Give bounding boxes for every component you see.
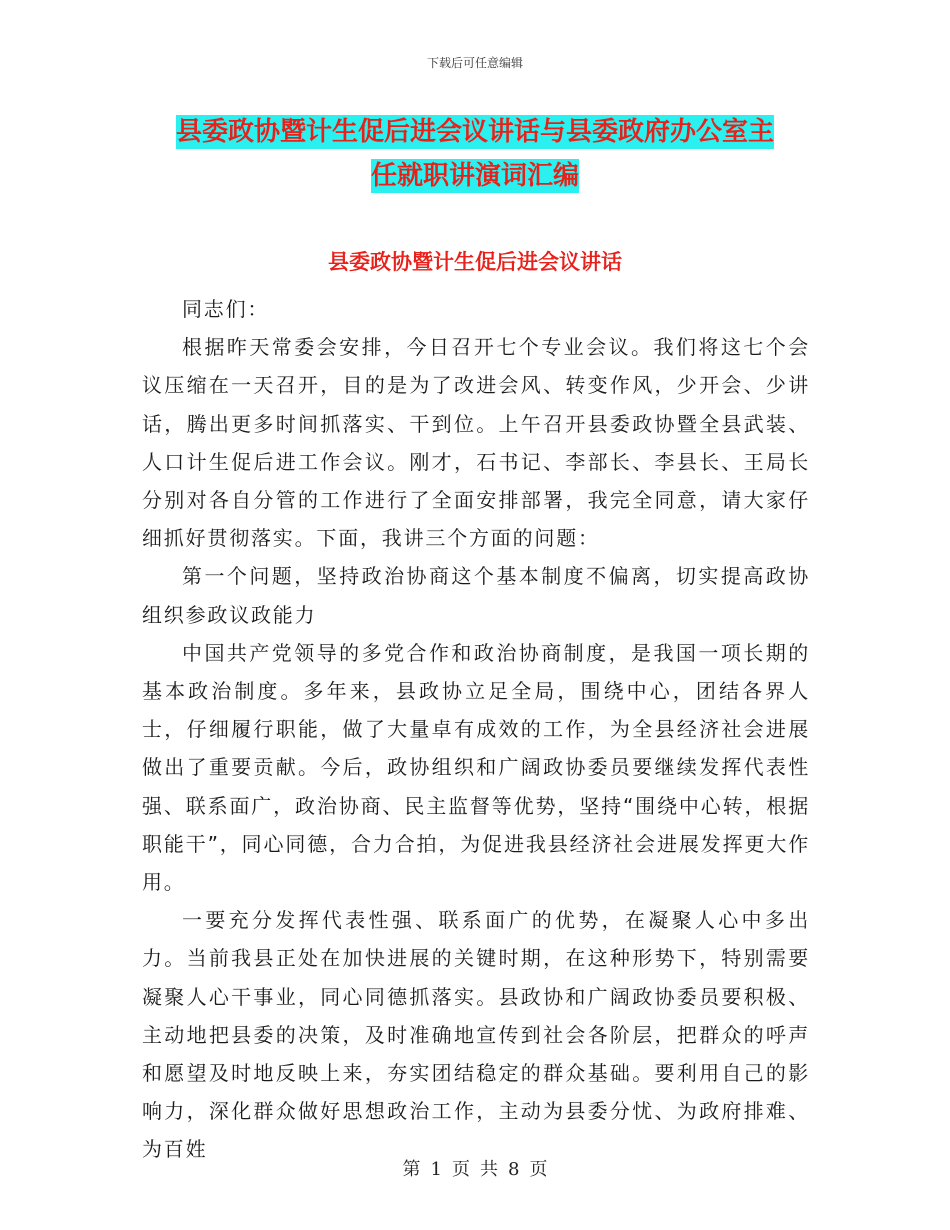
- paragraph: 一要充分发挥代表性强、联系面广的优势，在凝聚人心中多出力。当前我县正处在加快进展的关键时期，在这种形势下，特别需要凝聚人心干事业，同心同德抓落实。县政协和广阔政协委员要积极、主动地把县委的决策，及时准确地宣传到社会各阶层，把群众的呼声和愿望及时地反映上来，夯实团结稳定的群众基础。要利用自己的影响力，深化群众做好思想政治工作，主动为县委分忧、为政府排难、为百姓: [142, 908, 810, 1162]
- paragraph-salutation: 同志们：: [182, 297, 270, 321]
- title-line-1: 县委政协暨计生促后进会议讲话与县委政府办公室主: [175, 117, 774, 147]
- total-page-number: 8: [508, 1159, 520, 1180]
- section-title: 县委政协暨计生促后进会议讲话: [328, 250, 622, 274]
- page-footer: [0, 1155, 950, 1181]
- paragraph: 中国共产党领导的多党合作和政治协商制度，是我国一项长期的基本政治制度。多年来，县政协立足全局，围绕中心，团结各界人士，仔细履行职能，做了大量卓有成效的工作，为全县经济社会进展做出了重要贡献。今后，政协组织和广阔政协委员要继续发挥代表性强、联系面广，政治协商、民主监督等优势，坚持“围绕中心转，根据职能干”，同心同德，合力合拍，为促进我县经济社会进展发挥更大作用。: [142, 640, 810, 895]
- footer-total-word: 共: [480, 1159, 498, 1180]
- paragraph: 根据昨天常委会安排，今日召开七个专业会议。我们将这七个会议压缩在一天召开，目的是为了改进会风、转变作风，少开会、少讲话，腾出更多时间抓落实、干到位。上午召开县委政协暨全县武装、人口计生促后进工作会议。刚才，石书记、李部长、李县长、王局长分别对各自分管的工作进行了全面安排部署，我完全同意，请大家仔细抓好贯彻落实。下面，我讲三个方面的问题：: [142, 335, 810, 551]
- footer-prefix: 第: [402, 1159, 421, 1180]
- footer-page-word: 页: [452, 1159, 470, 1180]
- footer-suffix: 页: [529, 1159, 548, 1180]
- header-note: 下载后可任意编辑: [426, 56, 523, 70]
- paragraph: 第一个问题，坚持政治协商这个基本制度不偏离，切实提高政协组织参政议政能力: [142, 564, 810, 627]
- document-title: [0, 110, 950, 198]
- current-page-number: 1: [430, 1159, 442, 1180]
- title-line-2: 任就职讲演词汇编: [370, 161, 579, 191]
- body-text: [142, 290, 810, 1169]
